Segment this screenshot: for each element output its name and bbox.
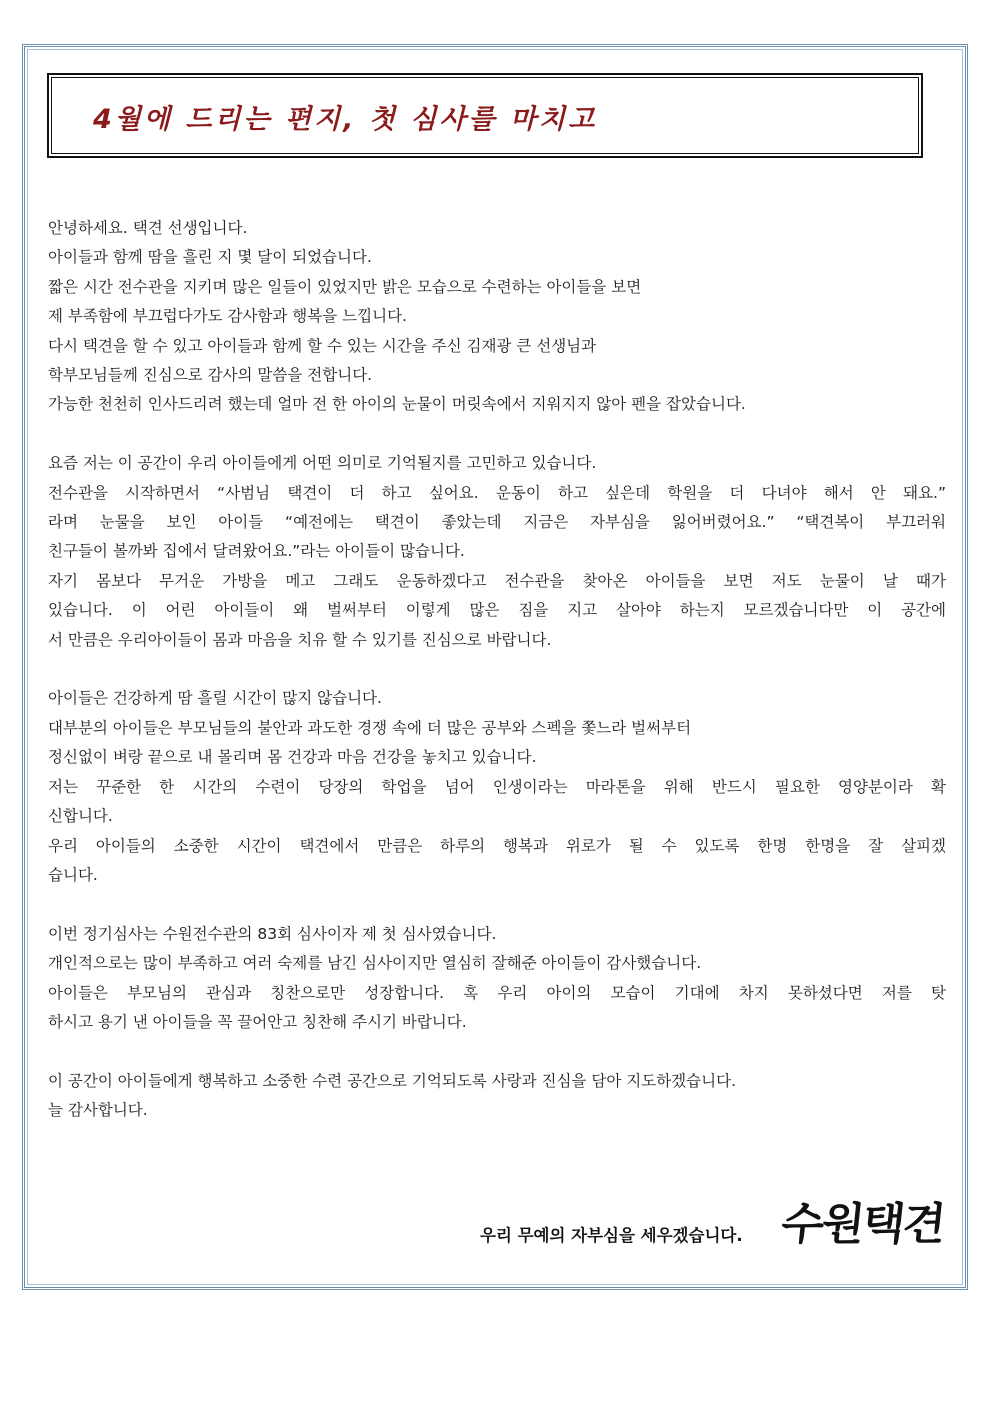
text-line: 아이들은 건강하게 땀 흘릴 시간이 많지 않습니다.: [48, 689, 382, 708]
text-line: 대부분의 아이들은 부모님들의 불안과 과도한 경쟁 속에 더 많은 공부와 스펙을 쫓느라 벌써부터: [48, 718, 692, 737]
paragraph: [48, 920, 946, 1038]
text-line: 개인적으로는 많이 부족하고 여러 숙제를 남긴 심사이지만 열심히 잘해준 아이들이 감사했습니다.: [48, 954, 702, 973]
text-line: 요즘 저는 이 공간이 우리 아이들에게 어떤 의미로 기억될지를 고민하고 있습니다.: [48, 454, 597, 473]
text-line: 학부모님들께 진심으로 감사의 말씀을 전합니다.: [48, 366, 373, 385]
text-line: 서 만큼은 우리아이들이 몸과 마음을 치유 할 수 있기를 진심으로 바랍니다.: [48, 630, 552, 649]
text-line: 늘 감사합니다.: [48, 1101, 148, 1120]
text-line: 전수관을 시작하면서 “사범님 택견이 더 하고 싶어요. 운동이 하고 싶은데 학원을 더 다녀야 해서 안 돼요.”: [48, 483, 946, 502]
page-title: 4월에 드리는 편지, 첫 심사를 마치고: [93, 104, 598, 135]
text-line: 안녕하세요. 택견 선생입니다.: [48, 219, 248, 237]
text-line: 다시 택견을 할 수 있고 아이들과 함께 할 수 있는 시간을 주신 김재광 큰 선생님과: [48, 336, 597, 355]
text-line: 아이들은 부모님의 관심과 칭찬으로만 성장합니다. 혹 우리 아이의 모습이 기대에 차지 못하셨다면 저를 탓: [48, 983, 946, 1002]
text-line: 친구들이 볼까봐 집에서 달려왔어요.”라는 아이들이 많습니다.: [48, 542, 465, 561]
text-line: 이 공간이 아이들에게 행복하고 소중한 수련 공간으로 기억되도록 사랑과 진심을 담아 지도하겠습니다.: [48, 1071, 736, 1090]
paragraph: [48, 1067, 946, 1126]
paragraph: [48, 449, 946, 655]
text-line: 아이들과 함께 땀을 흘린 지 몇 달이 되었습니다.: [48, 248, 372, 267]
text-line: 습니다.: [48, 865, 98, 884]
text-line: 짧은 시간 전수관을 지키며 많은 일들이 있었지만 밝은 모습으로 수련하는 아이들을 보면: [48, 277, 642, 296]
paragraph: [48, 214, 946, 420]
text-line: 하시고 용기 낸 아이들을 꼭 끌어안고 칭찬해 주시기 바랍니다.: [48, 1012, 467, 1031]
text-line: 있습니다. 이 어린 아이들이 왜 벌써부터 이렇게 많은 짐을 지고 살아야 하는지 모르겠습니다만 이 공간에: [48, 601, 946, 620]
text-line: 제 부족함에 부끄럽다가도 감사함과 행복을 느낍니다.: [48, 307, 407, 326]
text-line: 이번 정기심사는 수원전수관의 83회 심사이자 제 첫 심사였습니다.: [48, 924, 497, 943]
title-box: [47, 73, 923, 158]
text-line: 신합니다.: [48, 807, 113, 826]
text-line: 자기 몸보다 무거운 가방을 메고 그래도 운동하겠다고 전수관을 찾아온 아이들을 보면 저도 눈물이 날 때가: [48, 571, 946, 590]
text-line: 가능한 천천히 인사드리려 했는데 얼마 전 한 아이의 눈물이 머릿속에서 지워지지 않아 펜을 잡았습니다.: [48, 395, 746, 414]
brand-logo-text: 수원택견: [778, 1199, 947, 1250]
footer-slogan: 우리 무예의 자부심을 세우겠습니다.: [480, 1226, 743, 1245]
letter-footer: [470, 1188, 950, 1258]
text-line: 정신없이 벼랑 끝으로 내 몰리며 몸 건강과 마음 건강을 놓치고 있습니다.: [48, 748, 537, 767]
text-line: 우리 아이들의 소중한 시간이 택견에서 만큼은 하루의 행복과 위로가 될 수 있도록 한명 한명을 잘 살피겠: [48, 836, 946, 855]
letter-body: [48, 214, 946, 1155]
paragraph: [48, 684, 946, 890]
text-line: 라며 눈물을 보인 아이들 “예전에는 택견이 좋았는데 지금은 자부심을 잃어버렸어요.” “택견복이 부끄러워: [48, 513, 946, 532]
text-line: 저는 꾸준한 한 시간의 수련이 당장의 학업을 넘어 인생이라는 마라톤을 위해 반드시 필요한 영양분이라 확: [48, 777, 946, 796]
